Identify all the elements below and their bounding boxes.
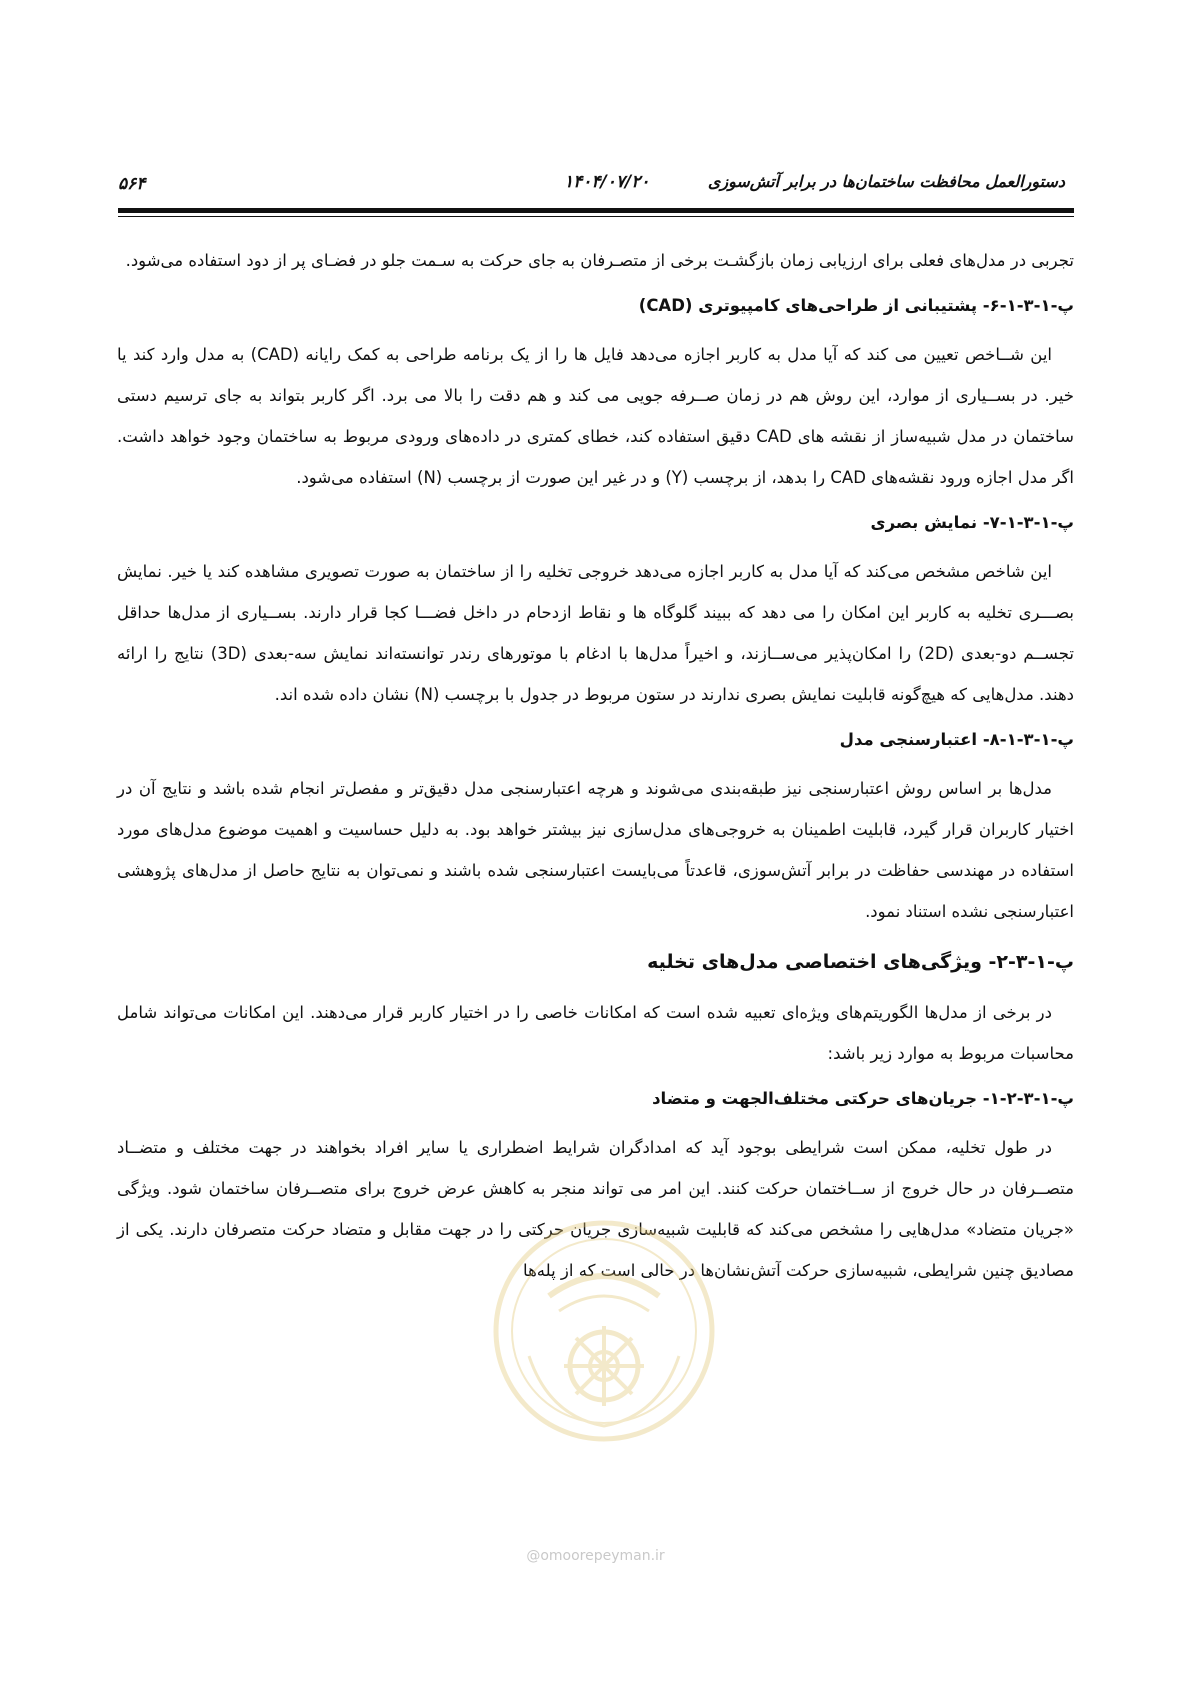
header-rule-thick <box>118 208 1074 213</box>
paragraph-cad: این شــاخص تعیین می کند که آیا مدل به کاربر اجازه می‌دهد فایل ها را از یک برنامه طراحی به کمک رایانه (CAD) به مدل وارد کند یا خیر. در بســیاری از موارد، این روش هم در زمان صــرفه جویی می کند و هم دقت را بالا می برد. اگر کاربر بتواند به جای ترسیم دستی ساختمان در مدل شبیه‌ساز از نقشه های CAD دقیق استفاده کند، خطای کمتری در داده‌های ورودی مربوط به ساختمان وجود خواهد داشت. اگر مدل اجازه ورود نقشه‌های CAD را بدهد، از برچسب (Y) و در غیر این صورت از برچسب (N) استفاده می‌شود. <box>117 345 1075 487</box>
header-date: ۱۴۰۴/۰۷/۲۰ <box>564 172 650 192</box>
paragraph-counterflow: در طول تخلیه، ممکن است شرایطی بوجود آید که امدادگران شرایط اضطراری یا سایر افراد بخواهند در جهت مختلف و متضــاد متصــرفان در حال خروج از ســاختمان حرکت کنند. این امر می تواند منجر به کاهش عرض خروج برای متصــرفان ساختمان شود. ویژگی «جریان متضاد» مدل‌هایی را مشخص می‌کند که قابلیت شبیه‌سازی جریان حرکتی را در جهت مقابل و متضاد حرکت متصرفان دارند. یکی از مصادیق چنین شرایطی، شبیه‌سازی حرکت آتش‌نشان‌ها در حالی است که از پله‌ها <box>117 1138 1074 1280</box>
section-heading-visualization: پ-۱-۳-۱-۷- نمایش بصری <box>870 513 1074 532</box>
section-heading-validation: پ-۱-۳-۱-۸- اعتبارسنجی مدل <box>839 730 1074 749</box>
header-title: دستورالعمل محافظت ساختمان‌ها در برابر آتش‌سوزی <box>707 172 1065 191</box>
section-heading-evacuation-features: پ-۱-۳-۲- ویژگی‌های اختصاصی مدل‌های تخلیه <box>647 951 1074 973</box>
paragraph-visualization: این شاخص مشخص می‌کند که آیا مدل به کاربر اجازه می‌دهد خروجی تخلیه را از ساختمان به صورت تصویری مشاهده کند یا خیر. نمایش بصـــری تخلیه به کاربر این امکان را می دهد که ببیند گلوگاه ها و نقاط ازدحام در داخل فضـــا کجا قرار دارند. بســیاری از مدل‌ها حداقل تجســم دو-بعدی (2D) را امکان‌پذیر می‌ســازند، و اخیراً مدل‌ها با ادغام با موتورهای رندر توانسته‌اند نمایش سه-بعدی (3D) نتایج را ارائه دهند. مدل‌هایی که هیچ‌گونه قابلیت نمایش بصری ندارند در ستون مربوط در جدول با برچسب (N) نشان داده شده اند. <box>117 562 1074 704</box>
paragraph-evacuation-features: در برخی از مدل‌ها الگوریتم‌های ویژه‌ای تعبیه شده است که امکانات خاصی را در اختیار کاربر قرار می‌دهند. این امکانات می‌تواند شامل محاسبات مربوط به موارد زیر باشد: <box>117 1003 1074 1063</box>
page-number: ۵۶۴ <box>118 174 146 194</box>
paragraph-continuation: تجربی در مدل‌های فعلی برای ارزیابی زمان بازگشـت برخی از متصـرفان به جای حرکت به سـمت جلو در فضـای پر از دود استفاده می‌شود. <box>125 251 1074 270</box>
document-body <box>117 240 1074 1291</box>
paragraph-validation: مدل‌ها بر اساس روش اعتبارسنجی نیز طبقه‌بندی می‌شوند و هرچه اعتبارسنجی مدل دقیق‌تر و مفصل‌تر انجام شده باشد و نتایج آن در اختیار کاربران قرار گیرد، قابلیت اطمینان به خروجی‌های مدل‌سازی نیز بیشتر خواهد بود. به دلیل حساسیت و اهمیت موضوع مدل‌های مورد استفاده در مهندسی حفاظت در برابر آتش‌سوزی، قاعدتاً می‌بایست اعتبارسنجی شده باشند و نمی‌توان به نتایج حاصل از مدل‌های پژوهشی اعتبارسنجی نشده استناد نمود. <box>117 779 1074 921</box>
header-rule-thin <box>118 216 1074 217</box>
running-header <box>118 170 1074 200</box>
watermark-url: @omoorepeyman.ir <box>526 1548 665 1564</box>
section-heading-cad-support: پ-۱-۳-۱-۶- پشتیبانی از طراحی‌های کامپیوتری (CAD) <box>638 296 1074 315</box>
section-heading-counterflow: پ-۱-۳-۲-۱- جریان‌های حرکتی مختلف‌الجهت و متضاد <box>652 1089 1074 1108</box>
